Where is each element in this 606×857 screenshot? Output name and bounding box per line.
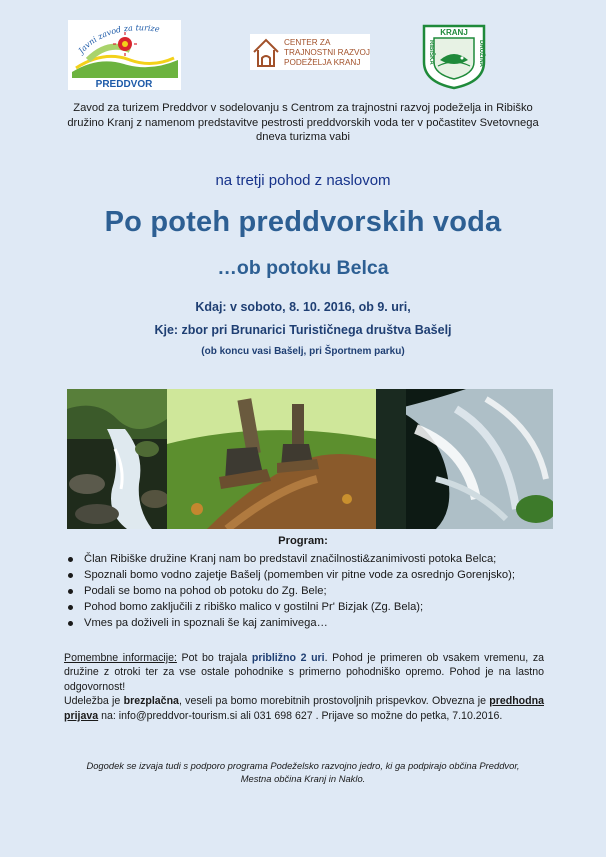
ribiska-emblem-left-text: RIBIŠKA [428,40,434,65]
event-where-note: (ob koncu vasi Bašelj, pri Športnem parku) [201,346,405,357]
photo-hiking-boots [167,389,376,529]
program-heading: Program: [278,535,328,547]
preddvor-logo-name: PREDDVOR [95,79,153,90]
event-subtitle: …ob potoku Belca [217,257,389,279]
event-title: Po poteh preddvorskih voda [104,206,502,238]
center-logo [250,34,370,70]
program-item: Podali se bomo na pohod ob potoku do Zg. Bele; [64,583,564,599]
program-item: Član Ribiške družine Kranj nam bo predstavil značilnosti&zanimivosti potoka Belca; [64,551,564,567]
program-item: Spoznali bomo vodno zajetje Bašelj (pomemben vir pitne vode za osrednjo Gorenjsko); [64,567,564,583]
info-duration: približno 2 uri [251,652,325,664]
event-where: Kje: zbor pri Brunarici Turističnega društva Bašelj [154,323,452,337]
svg-text:Javni zavod za turizem [68,20,160,57]
footer-note [40,759,566,785]
ribiska-druzina-emblem [420,22,488,90]
center-logo-line-2: TRAJNOSTNI RAZVOJ [284,48,370,57]
ribiska-emblem-top-text: KRANJ [440,28,468,37]
center-logo-line-1: CENTER ZA [284,38,331,47]
info-paragraph-fee [64,694,544,723]
info-registration: predhodna prijava [64,695,544,722]
intro-text: Zavod za turizem Preddvor v sodelovanju s Centrom za trajnostni razvoj podeželja in Ribiško družino Kranj z namenom predstavitve pestrosti preddvorskih voda ter v počastitev Svetovnega dneva turizma vabi [67,102,539,144]
footer-line-2: Mestna občina Kranj in Naklo. [240,773,366,784]
info-fee: brezplačna [123,695,179,708]
footer-line-1: Dogodek se izvaja tudi s podporo programa Podeželsko razvojno jedro, ki ga podpirajo občina Preddvor, [86,760,520,771]
ribiska-emblem-right-text: DRUŽINA [478,40,484,67]
info-duration-post: . Pohod je primeren ob vsakem vremenu, za družine z otroki ter za vse ostale pohodnike s primerno pohodniško opremo. Pohod je na lastno odgovornost! [64,652,545,693]
program-list [64,551,564,631]
important-info [64,651,544,723]
info-fee-post: , veseli pa bomo morebitnih prostovoljnih prispevkov. Obvezna je [178,695,490,708]
info-paragraph-duration [64,651,544,694]
preddvor-logo [68,20,181,90]
center-logo-line-3: PODEŽELJA KRANJ [284,58,361,67]
event-when: Kdaj: v soboto, 8. 10. 2016, ob 9. uri, [195,300,411,314]
photo-rushing-water [376,389,553,529]
invite-line: na tretji pohod z naslovom [215,172,391,189]
info-fee-pre: Udeležba je [64,695,124,708]
photo-forest-stream [67,389,167,529]
info-contact: na: info@preddvor-tourism.si ali 031 698 627 . Prijave so možne do petka, 7.10.2016. [98,709,503,722]
program-item: Vmes pa doživeli in spoznali še kaj zanimivega… [64,615,564,631]
info-duration-pre: Pot bo trajala [176,652,252,664]
program-item: Pohod bomo zaključili z ribiško malico v gostilni Pr' Bizjak (Zg. Bela); [64,599,564,615]
preddvor-logo-arc-text: Javni zavod za turize [76,23,161,56]
info-label: Pomembne informacije: [64,652,177,664]
